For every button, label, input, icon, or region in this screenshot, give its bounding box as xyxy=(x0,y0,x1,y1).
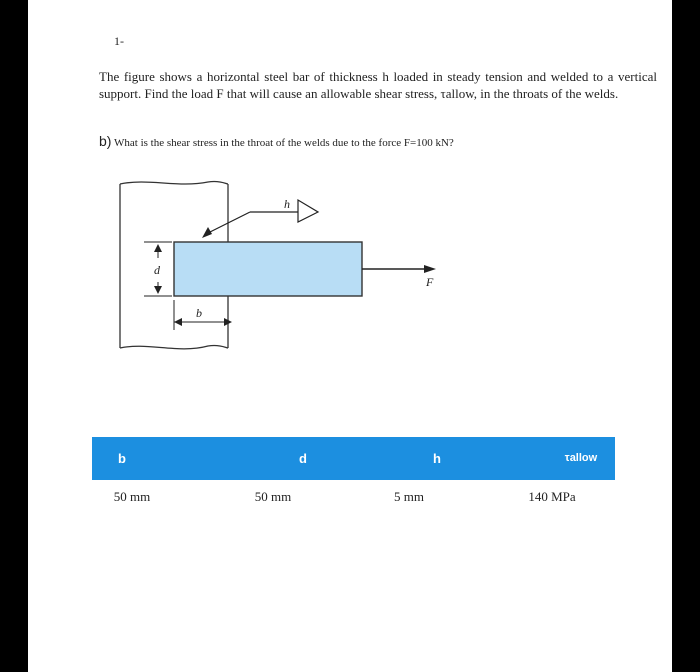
table-row xyxy=(28,489,672,509)
sub-question-label: b) xyxy=(99,133,112,149)
document-page xyxy=(28,0,672,672)
force-arrow xyxy=(362,265,436,273)
d-arrow-up xyxy=(154,244,162,252)
header-h: h xyxy=(433,451,441,466)
steel-bar xyxy=(174,242,362,296)
sub-question xyxy=(99,133,659,149)
b-arrow-left xyxy=(174,318,182,326)
value-h: 5 mm xyxy=(394,489,424,504)
header-b: b xyxy=(118,451,126,466)
d-arrow-down xyxy=(154,286,162,294)
weld-figure xyxy=(108,170,468,360)
sub-question-text: What is the shear stress in the throat of the welds due to the force F=100 kN? xyxy=(114,137,454,149)
header-d: d xyxy=(299,451,307,466)
force-label: F xyxy=(426,275,434,289)
table-header xyxy=(92,437,615,480)
problem-statement: The figure shows a horizontal steel bar of thickness h loaded in steady tension and welded to a vertical support. Find the load F that will cause an allowable shear stress, τallow, in the throats of the welds. xyxy=(99,69,657,101)
weld-size-label: h xyxy=(284,197,290,211)
leader-arrowhead xyxy=(202,227,212,238)
d-label: d xyxy=(154,263,160,277)
b-label: b xyxy=(196,306,202,320)
value-b: 50 mm xyxy=(113,489,151,504)
problem-number: 1- xyxy=(114,34,124,48)
value-d: 50 mm xyxy=(254,489,292,504)
header-tau-allow: τallow xyxy=(564,452,598,464)
value-tau-allow: 140 MPa xyxy=(528,489,576,504)
weld-symbol xyxy=(206,200,318,234)
